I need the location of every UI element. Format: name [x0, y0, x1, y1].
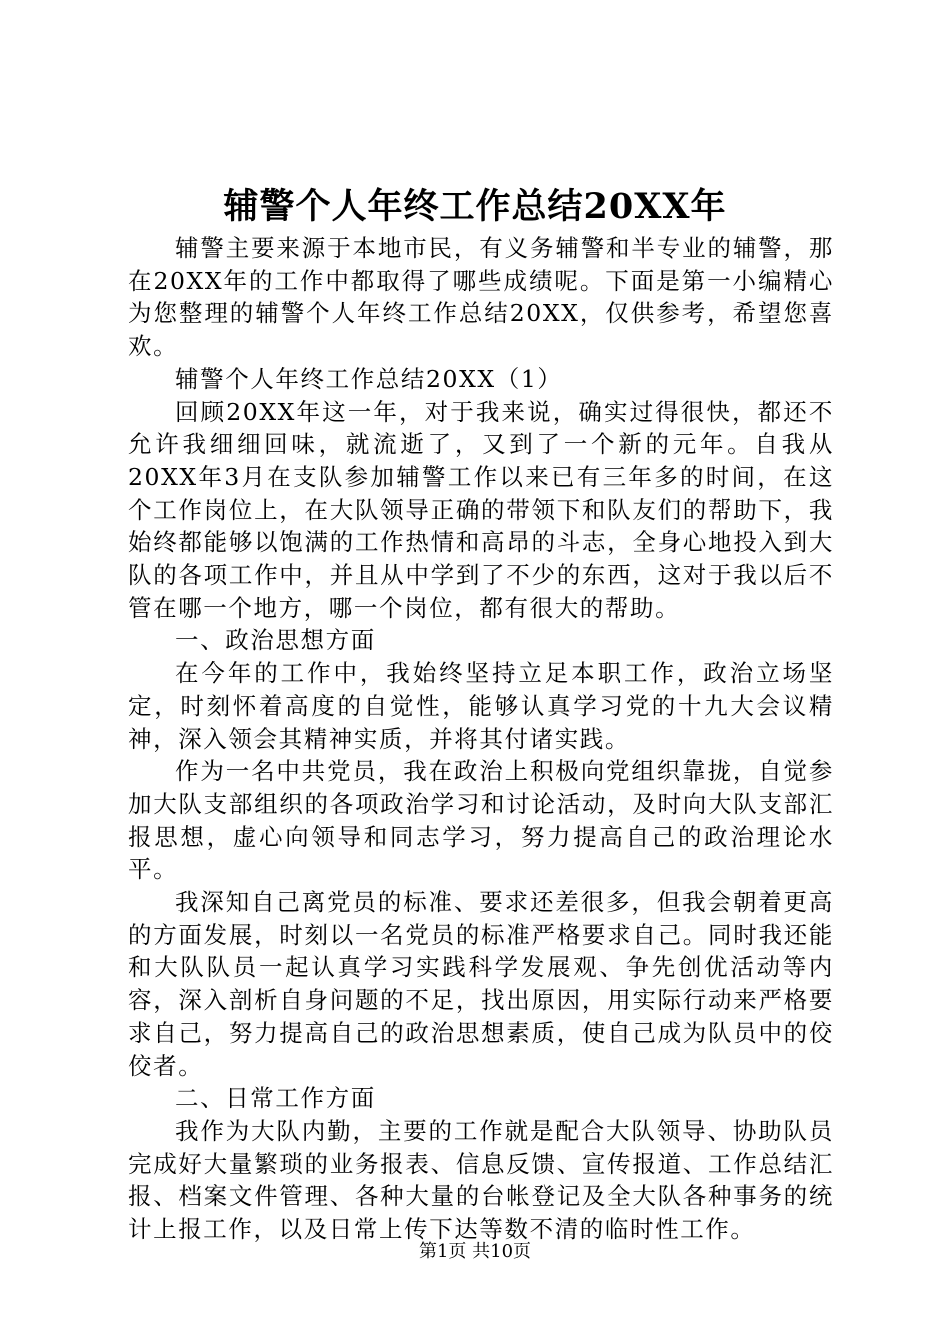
- intro-paragraph: 辅警主要来源于本地市民，有义务辅警和半专业的辅警，那在20XX年的工作中都取得了哪些成绩呢。下面是第一小编精心为您整理的辅警个人年终工作总结20XX，仅供参考，希望您喜欢。: [128, 234, 834, 361]
- political-heading: 一、政治思想方面: [175, 626, 376, 655]
- page-number-footer: 第1页 共10页: [418, 1241, 532, 1262]
- daily-work-paragraph: 我作为大队内勤，主要的工作就是配合大队领导、协助队员完成好大量繁琐的业务报表、信息反馈、宣传报道、工作总结汇报、档案文件管理、各种大量的台帐登记及全大队各种事务的统计上报工作，以及日常上传下达等数不清的临时性工作。: [128, 1116, 834, 1244]
- political-paragraph-2: 作为一名中共党员，我在政治上积极向党组织靠拢，自觉参加大队支部组织的各项政治学习和讨论活动，及时向大队支部汇报思想，虚心向领导和同志学习，努力提高自己的政治理论水平。: [128, 757, 834, 884]
- document-body: [128, 232, 834, 1246]
- political-paragraph-1: 在今年的工作中，我始终坚持立足本职工作，政治立场坚定，时刻怀着高度的自觉性，能够认真学习党的十九大会议精神，深入领会其精神实质，并将其付诸实践。: [128, 659, 834, 753]
- review-paragraph: 回顾20XX年这一年，对于我来说，确实过得很快，都还不允许我细细回味，就流逝了，又到了一个新的元年。自我从20XX年3月在支队参加辅警工作以来已有三年多的时间，在这个工作岗位上，在大队领导正确的带领下和队友们的帮助下，我始终都能够以饱满的工作热情和高昂的斗志，全身心地投入到大队的各项工作中，并且从中学到了不少的东西，这对于我以后不管在哪一个地方，哪一个岗位，都有很大的帮助。: [128, 397, 834, 622]
- section-title: 辅警个人年终工作总结20XX（1）: [175, 364, 563, 393]
- political-paragraph-3: 我深知自己离党员的标准、要求还差很多，但我会朝着更高的方面发展，时刻以一名党员的标准严格要求自己。同时我还能和大队队员一起认真学习实践科学发展观、争先创优活动等内容，深入剖析自身问题的不足，找出原因，用实际行动来严格要求自己，努力提高自己的政治思想素质，使自己成为队员中的佼佼者。: [128, 888, 834, 1080]
- daily-work-heading: 二、日常工作方面: [175, 1084, 376, 1113]
- document-title: 辅警个人年终工作总结20XX年: [223, 186, 727, 227]
